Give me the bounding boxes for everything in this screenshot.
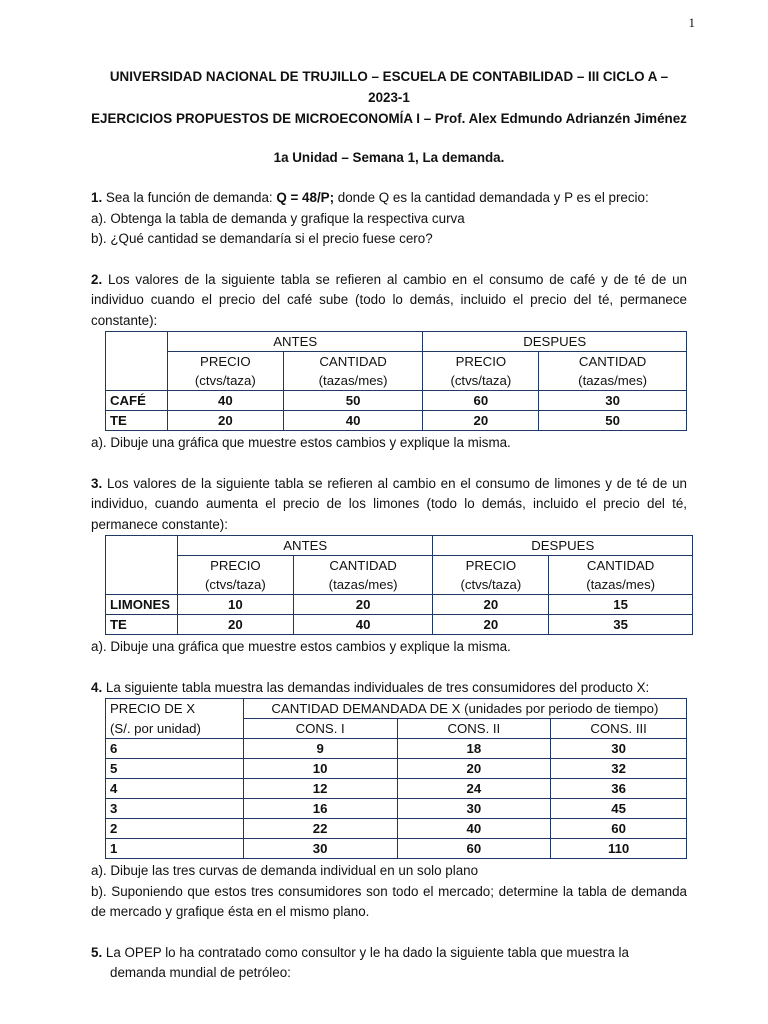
q3-precio-unit: (ctvs/taza) <box>177 575 293 595</box>
cell: 4 <box>106 779 244 799</box>
cell: 20 <box>433 595 549 615</box>
q5-statement-2: demanda mundial de petróleo: <box>110 965 291 980</box>
cell: 6 <box>106 739 244 759</box>
q3-cantidad-unit-2: (tazas/mes) <box>549 575 693 595</box>
q3-statement <box>91 474 687 536</box>
q3-corner-cell <box>106 536 178 595</box>
question-1 <box>91 188 687 250</box>
q3-part-a: a). Dibuje una gráfica que muestre estos cambios y explique la misma. <box>91 639 511 654</box>
q3-precio-header-2: PRECIO <box>433 556 549 576</box>
cell: 35 <box>549 615 693 635</box>
table-row <box>106 391 687 411</box>
q3-despues-header: DESPUES <box>433 536 693 556</box>
cell: 20 <box>423 411 539 431</box>
q4-text: La siguiente tabla muestra las demandas individuales de tres consumidores del producto X: <box>102 679 650 695</box>
q1-formula: Q = 48/P; <box>276 190 335 205</box>
cell: 5 <box>106 759 244 779</box>
q4-statement <box>91 678 687 699</box>
page-number: 1 <box>688 15 695 30</box>
table-row <box>106 595 693 615</box>
table-row <box>106 779 687 799</box>
cell: 3 <box>106 799 244 819</box>
cell: 30 <box>243 839 397 859</box>
q1-part-a: a). Obtenga la tabla de demanda y grafique la respectiva curva <box>91 210 465 226</box>
cell: 12 <box>243 779 397 799</box>
q2-antes-header: ANTES <box>167 332 423 352</box>
table-row <box>106 819 687 839</box>
row-label: LIMONES <box>106 595 178 615</box>
cell: 50 <box>539 411 687 431</box>
q5-number: 5. <box>91 944 103 960</box>
cell: 30 <box>539 391 687 411</box>
q1-text-a: Sea la función de demanda: <box>102 190 277 205</box>
q1-statement <box>91 188 687 209</box>
q3-cantidad-header: CANTIDAD <box>293 556 433 576</box>
table-row <box>106 615 693 635</box>
cell: 2 <box>106 819 244 839</box>
q3-antes-header: ANTES <box>177 536 433 556</box>
q1-number: 1. <box>91 190 103 205</box>
question-4 <box>91 678 687 923</box>
q2-table <box>105 331 687 431</box>
cell: 18 <box>397 739 551 759</box>
cell: 24 <box>397 779 551 799</box>
q4-qty-header: CANTIDAD DEMANDADA DE X (unidades por periodo de tiempo) <box>243 699 686 719</box>
q2-precio-unit: (ctvs/taza) <box>167 371 283 391</box>
row-label: CAFÉ <box>106 391 168 411</box>
question-3 <box>91 474 687 658</box>
cell: 50 <box>283 391 423 411</box>
table-row <box>106 839 687 859</box>
cell: 9 <box>243 739 397 759</box>
q2-cantidad-header: CANTIDAD <box>283 352 423 372</box>
table-row <box>106 411 687 431</box>
q3-precio-unit-2: (ctvs/taza) <box>433 575 549 595</box>
cell: 40 <box>397 819 551 839</box>
q2-text: Los valores de la siguiente tabla se refieren al cambio en el consumo de café y de té de un individuo cuando el precio del café sube (todo lo demás, incluido el precio del té, permanece constante): <box>91 271 687 328</box>
q2-precio-unit-2: (ctvs/taza) <box>423 371 539 391</box>
q2-precio-header: PRECIO <box>167 352 283 372</box>
row-label: TE <box>106 615 178 635</box>
table-row <box>106 799 687 819</box>
cell: 20 <box>433 615 549 635</box>
q1-text-b: donde Q es la cantidad demandada y P es el precio: <box>334 190 649 205</box>
cell: 10 <box>243 759 397 779</box>
row-label: TE <box>106 411 168 431</box>
q2-precio-header-2: PRECIO <box>423 352 539 372</box>
q2-cantidad-unit-2: (tazas/mes) <box>539 371 687 391</box>
q3-number: 3. <box>91 475 103 491</box>
cell: 45 <box>551 799 687 819</box>
question-5 <box>91 943 687 984</box>
cell: 60 <box>397 839 551 859</box>
q2-despues-header: DESPUES <box>423 332 687 352</box>
cell: 15 <box>549 595 693 615</box>
q3-cantidad-header-2: CANTIDAD <box>549 556 693 576</box>
cell: 10 <box>177 595 293 615</box>
cell: 40 <box>167 391 283 411</box>
cell: 30 <box>397 799 551 819</box>
q2-statement <box>91 270 687 332</box>
table-row <box>106 739 687 759</box>
cell: 16 <box>243 799 397 819</box>
cell: 20 <box>293 595 433 615</box>
q4-part-b: b). Suponiendo que estos tres consumidores son todo el mercado; determine la tabla de demanda de mercado y grafique ésta en el mismo plano. <box>91 883 687 919</box>
cell: 40 <box>283 411 423 431</box>
q4-table <box>105 698 687 859</box>
q4-number: 4. <box>91 679 103 695</box>
q3-table <box>105 535 693 635</box>
q2-cantidad-header-2: CANTIDAD <box>539 352 687 372</box>
cell: 20 <box>177 615 293 635</box>
q4-price-header: PRECIO DE X <box>106 699 244 719</box>
q2-cantidad-unit: (tazas/mes) <box>283 371 423 391</box>
cell: 40 <box>293 615 433 635</box>
q3-precio-header: PRECIO <box>177 556 293 576</box>
cell: 32 <box>551 759 687 779</box>
cell: 60 <box>551 819 687 839</box>
cell: 110 <box>551 839 687 859</box>
cell: 20 <box>167 411 283 431</box>
q3-cantidad-unit: (tazas/mes) <box>293 575 433 595</box>
q4-cons3-header: CONS. III <box>551 719 687 739</box>
cell: 36 <box>551 779 687 799</box>
header-line-2: EJERCICIOS PROPUESTOS DE MICROECONOMÍA I – Prof. Alex Edmundo Adrianzén Jiménez <box>91 111 687 126</box>
document-page <box>91 66 687 984</box>
cell: 30 <box>551 739 687 759</box>
q2-part-a: a). Dibuje una gráfica que muestre estos cambios y explique la misma. <box>91 435 511 450</box>
q4-cons2-header: CONS. II <box>397 719 551 739</box>
cell: 22 <box>243 819 397 839</box>
table-row <box>106 759 687 779</box>
cell: 1 <box>106 839 244 859</box>
q4-price-unit: (S/. por unidad) <box>106 719 244 739</box>
q2-corner-cell <box>106 332 168 391</box>
header-line-1: UNIVERSIDAD NACIONAL DE TRUJILLO – ESCUELA DE CONTABILIDAD – III CICLO A – 2023-1 <box>109 69 669 105</box>
q2-number: 2. <box>91 271 103 287</box>
q5-text: La OPEP lo ha contratado como consultor y le ha dado la siguiente tabla que muestra la <box>102 944 629 960</box>
cell: 20 <box>397 759 551 779</box>
q1-part-b: b). ¿Qué cantidad se demandaría si el precio fuese cero? <box>91 231 433 246</box>
q4-cons1-header: CONS. I <box>243 719 397 739</box>
q5-statement <box>91 943 687 964</box>
q3-text: Los valores de la siguiente tabla se refieren al cambio en el consumo de limones y de té de un individuo, cuando aumenta el precio de los limones (todo lo demás, incluido el precio del té, permanece constante): <box>91 475 687 532</box>
unit-title: 1a Unidad – Semana 1, La demanda. <box>273 150 505 165</box>
q4-part-a: a). Dibuje las tres curvas de demanda individual en un solo plano <box>91 863 479 878</box>
cell: 60 <box>423 391 539 411</box>
question-2 <box>91 270 687 454</box>
